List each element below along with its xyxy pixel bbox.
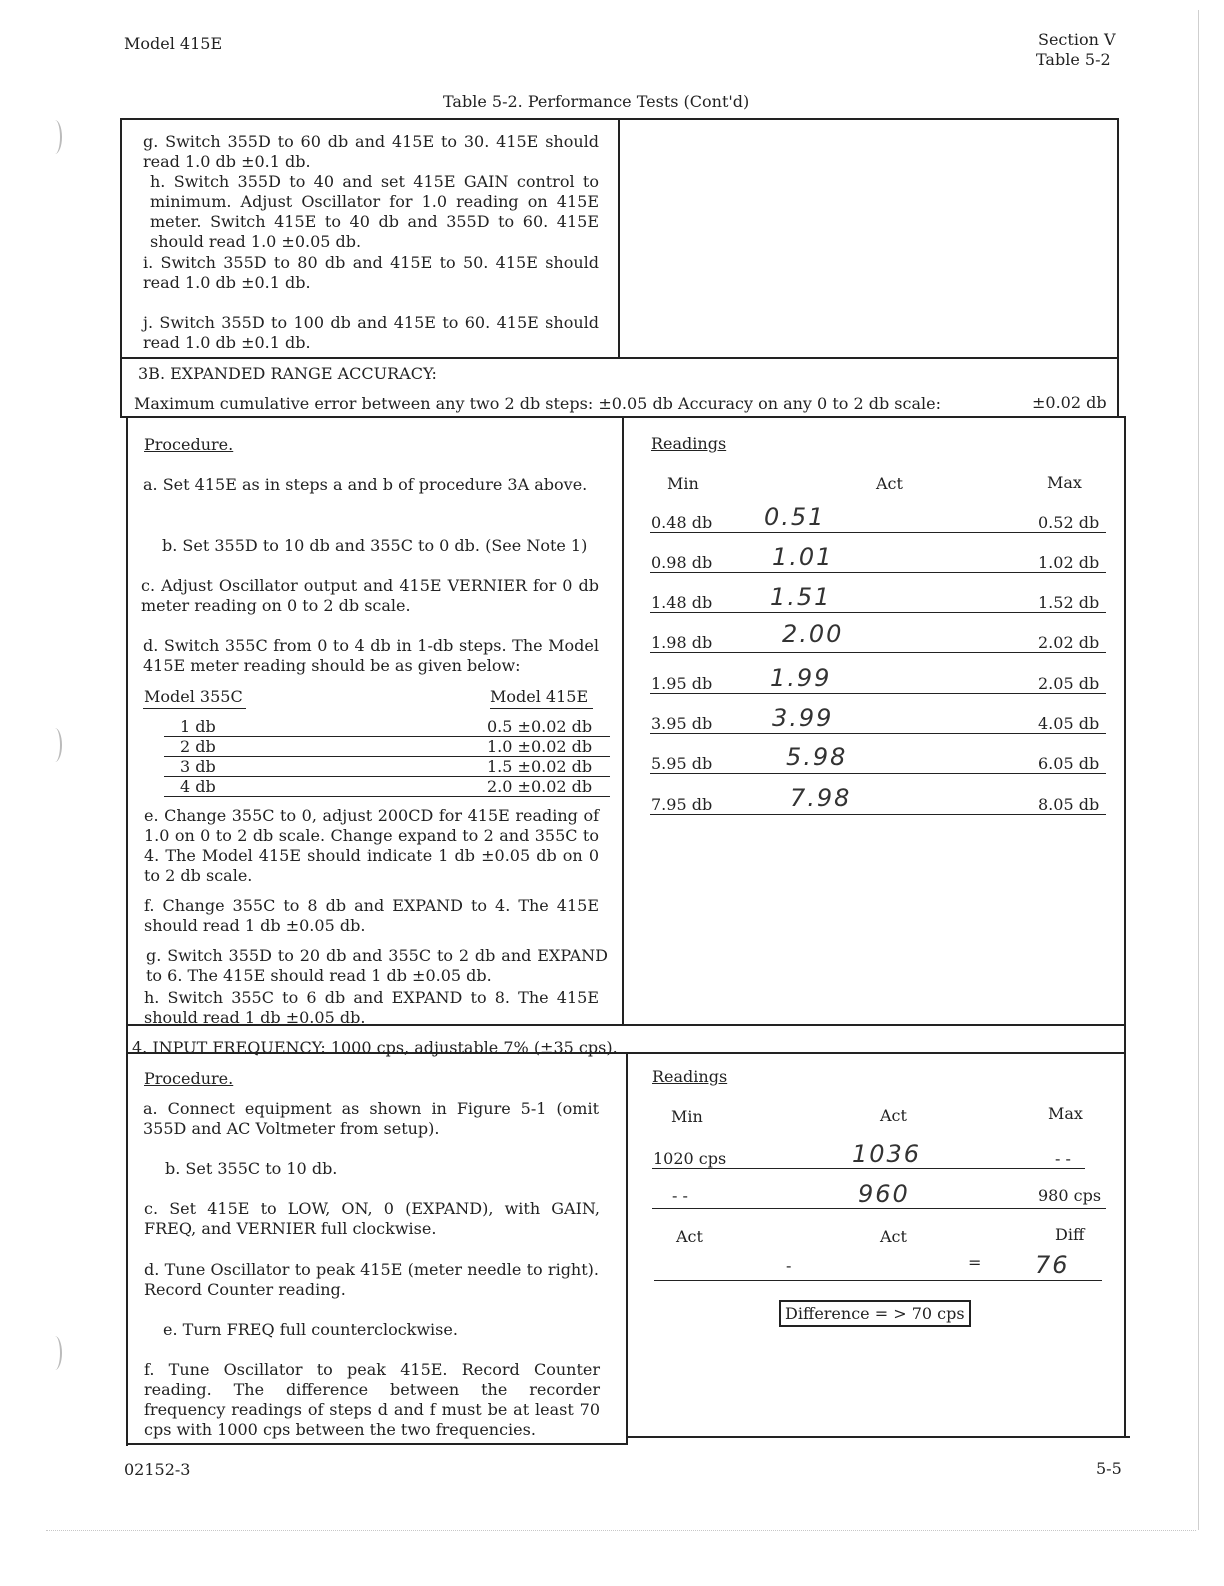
top-step-g: g. Switch 355D to 60 db and 415E to 30. 415E should read 1.0 db ±0.1 db. — [143, 132, 599, 171]
subtable-row-415e: 0.5 ±0.02 db — [487, 717, 593, 736]
reading-4-max-2: 980 cps — [1038, 1186, 1102, 1205]
step-4-b: b. Set 355C to 10 db. — [165, 1159, 338, 1178]
subtable-row-355c: 4 db — [180, 777, 216, 796]
reading-min: 1.95 db — [651, 674, 713, 693]
reading-min: 0.48 db — [651, 513, 713, 532]
step-3b-c: c. Adjust Oscillator output and 415E VERNIER for 0 db meter reading on 0 to 2 db scale. — [141, 576, 599, 615]
section-4-title: 4. INPUT FREQUENCY: 1000 cps, adjustable 7% (±35 cps). — [132, 1038, 618, 1057]
reading-min: 1.98 db — [651, 633, 713, 652]
diff-value: 76 — [1035, 1251, 1070, 1279]
reading-4-min-1: 1020 cps — [653, 1149, 727, 1168]
step-4-f: f. Tune Oscillator to peak 415E. Record Counter reading. The difference between the recorder frequency readings of steps d and f must be at least 70 cps with 1000 cps between the two frequencies. — [144, 1360, 600, 1439]
step-3b-d: d. Switch 355C from 0 to 4 db in 1-db steps. The Model 415E meter reading should be as given below: — [143, 636, 599, 675]
procedure-3b-label: Procedure. — [144, 435, 234, 454]
diff-act2-label: Act — [880, 1227, 907, 1246]
footer-doc-number: 02152-3 — [124, 1460, 191, 1479]
reading-max: 0.52 db — [1038, 513, 1100, 532]
diff-act1-label: Act — [676, 1227, 703, 1246]
reading-max: 2.05 db — [1038, 674, 1100, 693]
binding-mark — [48, 728, 62, 762]
subtable-row-355c: 1 db — [180, 717, 216, 736]
reading-min: 0.98 db — [651, 553, 713, 572]
footer-page-number: 5-5 — [1096, 1459, 1122, 1478]
step-4-e: e. Turn FREQ full counterclockwise. — [163, 1320, 458, 1339]
section-3b-spec-value: ±0.02 db — [1032, 393, 1107, 412]
readings-4-min-header: Min — [671, 1107, 703, 1126]
step-4-c: c. Set 415E to LOW, ON, 0 (EXPAND), with GAIN, FREQ, and VERNIER full clockwise. — [144, 1199, 600, 1238]
table-title: Table 5-2. Performance Tests (Cont'd) — [443, 92, 750, 111]
scan-bottom-line — [46, 1530, 1196, 1531]
step-3b-g: g. Switch 355D to 20 db and 355C to 2 db and EXPAND to 6. The 415E should read 1 db ±0.05 db. — [146, 946, 608, 985]
header-model: Model 415E — [124, 34, 223, 53]
reading-max: 1.02 db — [1038, 553, 1100, 572]
subtable-col1: Model 355C — [144, 687, 243, 706]
reading-act: 1.01 — [772, 543, 834, 571]
scan-edge-line — [1198, 10, 1199, 1530]
reading-4-act-2: 960 — [858, 1180, 910, 1208]
subtable-col2: Model 415E — [490, 687, 589, 706]
subtable-row-415e: 1.0 ±0.02 db — [487, 737, 593, 756]
subtable-row-415e: 2.0 ±0.02 db — [487, 777, 593, 796]
reading-min: 1.48 db — [651, 593, 713, 612]
readings-4-max-header: Max — [1048, 1104, 1083, 1123]
step-4-d: d. Tune Oscillator to peak 415E (meter needle to right). Record Counter reading. — [144, 1260, 599, 1299]
header-section: Section V — [1038, 30, 1116, 49]
reading-act: 2.00 — [782, 620, 844, 648]
section-3b-spec: Maximum cumulative error between any two 2 db steps: ±0.05 db Accuracy on any 0 to 2 db scale: — [134, 394, 941, 413]
reading-min: 3.95 db — [651, 714, 713, 733]
reading-act: 1.99 — [770, 664, 832, 692]
diff-equals: = — [968, 1253, 982, 1272]
step-3b-a: a. Set 415E as in steps a and b of procedure 3A above. — [143, 475, 588, 494]
reading-4-act-1: 1036 — [852, 1140, 922, 1168]
step-3b-e: e. Change 355C to 0, adjust 200CD for 415E reading of 1.0 on 0 to 2 db scale. Change expand to 2 and 355C to 4. The Model 415E should indicate 1 db ±0.05 db on 0 to 2 db scale. — [144, 806, 599, 885]
reading-act: 3.99 — [772, 704, 834, 732]
subtable-row-355c: 2 db — [180, 737, 216, 756]
reading-max: 2.02 db — [1038, 633, 1100, 652]
step-3b-b: b. Set 355D to 10 db and 355C to 0 db. (See Note 1) — [162, 536, 588, 555]
reading-4-max-1: - - — [1055, 1149, 1071, 1168]
reading-max: 1.52 db — [1038, 593, 1100, 612]
header-table-ref: Table 5-2 — [1036, 50, 1111, 69]
section-3b-title: 3B. EXPANDED RANGE ACCURACY: — [138, 364, 437, 383]
top-step-i: i. Switch 355D to 80 db and 415E to 50. 415E should read 1.0 db ±0.1 db. — [143, 253, 599, 292]
diff-label: Diff — [1055, 1225, 1085, 1244]
reading-act: 1.51 — [770, 583, 832, 611]
top-step-h: h. Switch 355D to 40 and set 415E GAIN control to minimum. Adjust Oscillator for 1.0 reading on 415E meter. Switch 415E to 40 db and 355D to 60. 415E should read 1.0 ±0.05 db. — [150, 172, 599, 251]
binding-mark — [48, 120, 62, 154]
readings-3b-label: Readings — [651, 434, 727, 453]
readings-3b-max-header: Max — [1047, 473, 1082, 492]
reading-act: 0.51 — [764, 503, 826, 531]
readings-4-act-header: Act — [880, 1106, 907, 1125]
reading-max: 6.05 db — [1038, 754, 1100, 773]
step-4-a: a. Connect equipment as shown in Figure 5-1 (omit 355D and AC Voltmeter from setup). — [143, 1099, 599, 1138]
procedure-4-label: Procedure. — [144, 1069, 234, 1088]
subtable-row-355c: 3 db — [180, 757, 216, 776]
step-3b-f: f. Change 355C to 8 db and EXPAND to 4. The 415E should read 1 db ±0.05 db. — [144, 896, 599, 935]
reading-max: 8.05 db — [1038, 795, 1100, 814]
readings-3b-min-header: Min — [667, 474, 699, 493]
readings-3b-act-header: Act — [876, 474, 903, 493]
top-step-j: j. Switch 355D to 100 db and 415E to 60. 415E should read 1.0 db ±0.1 db. — [143, 313, 599, 352]
subtable-row-415e: 1.5 ±0.02 db — [487, 757, 593, 776]
binding-mark — [48, 1336, 62, 1370]
reading-4-min-2: - - — [672, 1186, 688, 1205]
reading-min: 7.95 db — [651, 795, 713, 814]
diff-minus: - — [786, 1256, 792, 1275]
reading-min: 5.95 db — [651, 754, 713, 773]
reading-act: 5.98 — [786, 743, 848, 771]
reading-max: 4.05 db — [1038, 714, 1100, 733]
difference-box: Difference = > 70 cps — [779, 1300, 971, 1327]
reading-act: 7.98 — [790, 784, 852, 812]
readings-4-label: Readings — [652, 1067, 728, 1086]
step-3b-h: h. Switch 355C to 6 db and EXPAND to 8. The 415E should read 1 db ±0.05 db. — [144, 988, 599, 1027]
